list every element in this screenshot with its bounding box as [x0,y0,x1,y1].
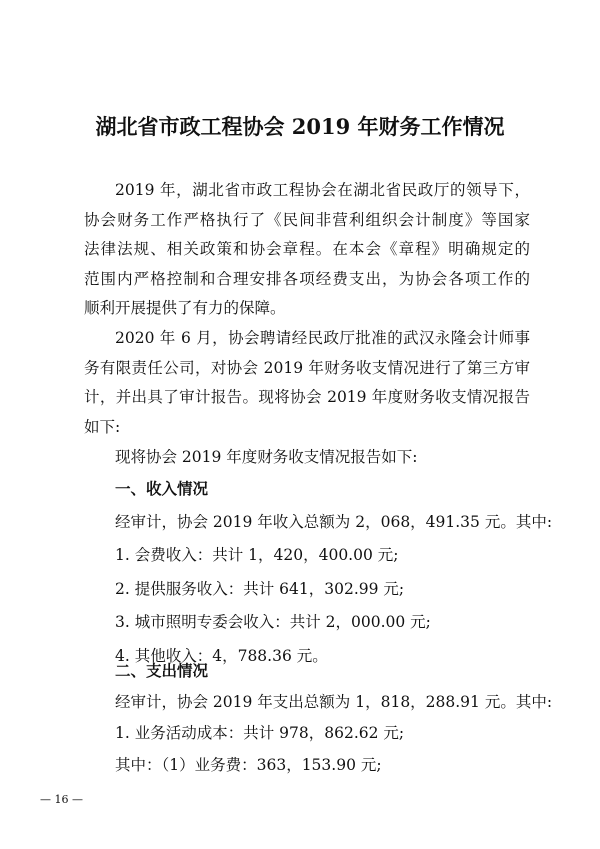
expense-item: 1. 业务活动成本：共计 978，862.62 元; [115,724,405,742]
income-item: 1. 会费收入：共计 1，420，400.00 元; [115,546,399,564]
income-heading: 一、收入情况 [115,479,209,498]
intro-line: 2019 年，湖北省市政工程协会在湖北省民政厅的领导下， [115,181,530,199]
expense-summary: 经审计，协会 2019 年支出总额为 1，818，288.91 元。其中: [115,692,553,711]
audit-line: 务有限责任公司，对协会 2019 年财务收支情况进行了第三方审 [84,358,530,377]
report-paragraph [84,443,530,473]
income-item: 4. 其他收入：4，788.36 元。 [115,646,328,665]
intro-line: 顺利开展提供了有力的保障。 [84,299,286,317]
audit-line: 计，并出具了审计报告。现将协会 2019 年度财务收支情况报告 [84,388,530,406]
income-section [84,474,553,671]
page-number: — 16 — [40,793,83,806]
income-item: 3. 城市照明专委会收入：共计 2，000.00 元; [115,613,431,631]
audit-paragraph [84,324,530,442]
intro-line: 范围内严格控制和合理安排各项经费支出，为协会各项工作的 [84,269,530,288]
income-item: 2. 提供服务收入：共计 641，302.99 元; [115,579,405,598]
document-title: 湖北省市政工程协会 2019 年财务工作情况 [95,114,505,139]
expense-section [84,656,553,780]
audit-line: 2020 年 6 月，协会聘请经民政厅批准的武汉永隆会计师事 [115,329,530,347]
intro-line: 法律法规、相关政策和协会章程。在本会《章程》明确规定的 [84,240,530,258]
income-summary: 经审计，协会 2019 年收入总额为 2，068，491.35 元。其中: [115,512,553,531]
intro-paragraph [84,176,530,324]
expense-item: 其中：（1）业务费：363，153.90 元; [115,755,382,774]
report-line: 现将协会 2019 年度财务收支情况报告如下: [115,448,418,466]
expense-heading: 二、支出情况 [115,661,209,680]
intro-line: 协会财务工作严格执行了《民间非营利组织会计制度》等国家 [84,210,530,229]
audit-line: 如下: [84,417,121,436]
